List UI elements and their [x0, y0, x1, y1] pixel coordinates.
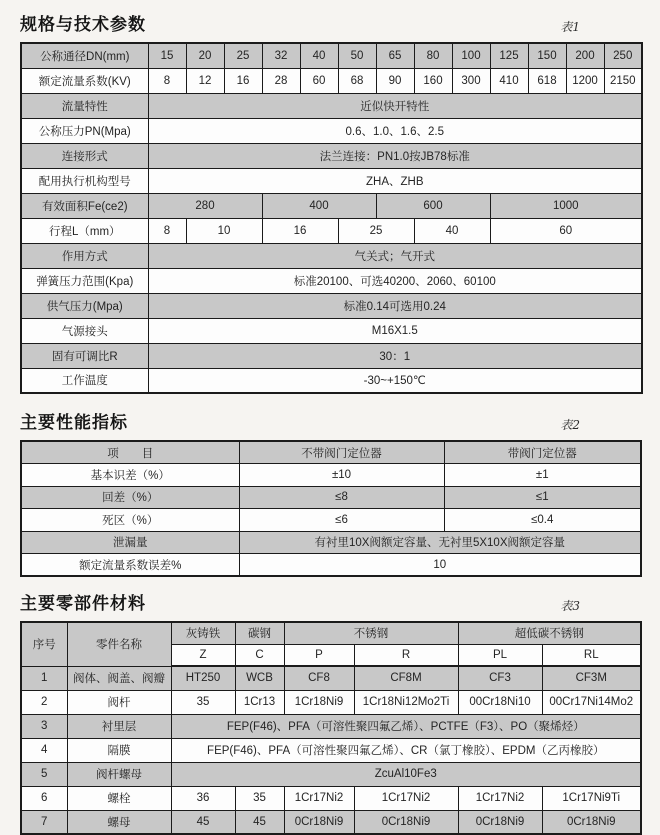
table-cell: 5 — [21, 762, 67, 786]
table-label-2: 表2 — [560, 418, 580, 432]
table-row — [21, 554, 641, 577]
table-cell: 80 — [414, 43, 452, 68]
table-row — [21, 622, 641, 644]
table-cell: 65 — [376, 43, 414, 68]
table-row — [21, 464, 641, 487]
table-cell: 2150 — [604, 68, 642, 93]
table-cell: 25 — [338, 218, 414, 243]
table-cell: 36 — [171, 786, 235, 810]
table-cell: 00Cr17Ni14Mo2 — [542, 690, 641, 714]
section-title-materials: 主要零部件材料 — [20, 594, 146, 613]
table-cell: 碳钢 — [235, 622, 284, 644]
section-title-specs: 规格与技术参数 — [20, 15, 146, 34]
table-cell: 16 — [262, 218, 338, 243]
table-cell: C — [235, 644, 284, 666]
table-cell: ZHA、ZHB — [148, 168, 642, 193]
table-row — [21, 118, 642, 143]
table-cell: 1Cr17Ni2 — [354, 786, 458, 810]
table-cell: 标准0.14可选用0.24 — [148, 293, 642, 318]
table-cell: 2 — [21, 690, 67, 714]
table-cell: 1 — [21, 666, 67, 690]
table-row — [21, 486, 641, 509]
table-cell: 0.6、1.0、1.6、2.5 — [148, 118, 642, 143]
table-cell: P — [284, 644, 354, 666]
table-cell: RL — [542, 644, 641, 666]
table-row — [21, 690, 641, 714]
table-cell: 隔膜 — [67, 738, 171, 762]
table-cell: 额定流量系数(KV) — [21, 68, 148, 93]
table-cell: 基本识差（%） — [21, 464, 239, 487]
table-row — [21, 268, 642, 293]
table-cell: 气关式；气开式 — [148, 243, 642, 268]
table-cell: Z — [171, 644, 235, 666]
table-cell: 160 — [414, 68, 452, 93]
table-cell: 0Cr18Ni9 — [284, 810, 354, 834]
table-cell: 45 — [171, 810, 235, 834]
table-cell: 0Cr18Ni9 — [458, 810, 542, 834]
table-cell: 公称通径DN(mm) — [21, 43, 148, 68]
table-cell: 60 — [300, 68, 338, 93]
table-row — [21, 193, 642, 218]
table-cell: 410 — [490, 68, 528, 93]
spacer — [20, 394, 640, 408]
table-cell: 35 — [171, 690, 235, 714]
table-cell: 近似快开特性 — [148, 93, 642, 118]
table-cell: 1200 — [566, 68, 604, 93]
table-cell: CF8 — [284, 666, 354, 690]
table-cell: 45 — [235, 810, 284, 834]
table-cell: PL — [458, 644, 542, 666]
table-cell: 超低碳不锈钢 — [458, 622, 641, 644]
table-cell: 衬里层 — [67, 714, 171, 738]
table-row — [21, 738, 641, 762]
table-cell: 0Cr18Ni9 — [542, 810, 641, 834]
table-row — [21, 218, 642, 243]
table-cell: 项 目 — [21, 441, 239, 464]
table-cell: 25 — [224, 43, 262, 68]
table-cell: CF3M — [542, 666, 641, 690]
table-cell: 螺栓 — [67, 786, 171, 810]
table-row — [21, 786, 641, 810]
table-cell: CF3 — [458, 666, 542, 690]
table-cell: 32 — [262, 43, 300, 68]
table-cell: 28 — [262, 68, 300, 93]
table-cell: ≤0.4 — [444, 509, 641, 532]
table-cell: 1Cr18Ni12Mo2Ti — [354, 690, 458, 714]
table-cell: 35 — [235, 786, 284, 810]
table-cell: ZcuAl10Fe3 — [171, 762, 641, 786]
table-cell: WCB — [235, 666, 284, 690]
table-cell: 8 — [148, 218, 186, 243]
table-cell: 1000 — [490, 193, 642, 218]
table-cell: 7 — [21, 810, 67, 834]
table-cell: 4 — [21, 738, 67, 762]
table-row — [21, 762, 641, 786]
section-head-performance — [20, 408, 640, 433]
table-row — [21, 810, 641, 834]
table-cell: ≤8 — [239, 486, 444, 509]
table-cell: 280 — [148, 193, 262, 218]
table-cell: 125 — [490, 43, 528, 68]
spec-table — [20, 42, 643, 394]
table-cell: 400 — [262, 193, 376, 218]
table-cell: 60 — [490, 218, 642, 243]
table-cell: ±1 — [444, 464, 641, 487]
table-cell: 不锈钢 — [284, 622, 458, 644]
table-cell: FEP(F46)、PFA（可溶性聚四氟乙烯）、CR（氯丁橡胶）、EPDM（乙丙橡胶） — [171, 738, 641, 762]
table-cell: ±10 — [239, 464, 444, 487]
table-cell: 阀体、阀盖、阀瓣 — [67, 666, 171, 690]
table-cell: 回差（%） — [21, 486, 239, 509]
table-cell: 配用执行机构型号 — [21, 168, 148, 193]
table-cell: 泄漏量 — [21, 531, 239, 554]
table-cell: 200 — [566, 43, 604, 68]
table-cell: 3 — [21, 714, 67, 738]
table-cell: HT250 — [171, 666, 235, 690]
table-cell: 法兰连接：PN1.0按JB78标准 — [148, 143, 642, 168]
section-title-performance: 主要性能指标 — [20, 413, 128, 432]
table-row — [21, 343, 642, 368]
table-cell: 1Cr18Ni9 — [284, 690, 354, 714]
table-row — [21, 368, 642, 393]
table-label-3: 表3 — [560, 599, 580, 613]
table-cell: 额定流量系数误差% — [21, 554, 239, 577]
table-cell: 0Cr18Ni9 — [354, 810, 458, 834]
table-cell: ≤6 — [239, 509, 444, 532]
table-cell: M16X1.5 — [148, 318, 642, 343]
table-cell: ≤1 — [444, 486, 641, 509]
table-cell: FEP(F46)、PFA（可溶性聚四氟乙烯）、PCTFE（F3）、PO（聚烯烃） — [171, 714, 641, 738]
table-cell: 不带阀门定位器 — [239, 441, 444, 464]
table-cell: 行程L（mm） — [21, 218, 148, 243]
table-label-1: 表1 — [560, 20, 580, 34]
table-cell: 40 — [300, 43, 338, 68]
table-cell: 1Cr17Ni9Ti — [542, 786, 641, 810]
table-row — [21, 243, 642, 268]
table-cell: 标准20100、可选40200、2060、60100 — [148, 268, 642, 293]
table-cell: 30：1 — [148, 343, 642, 368]
table-cell: 16 — [224, 68, 262, 93]
table-cell: 618 — [528, 68, 566, 93]
table-row — [21, 168, 642, 193]
table-cell: 死区（%） — [21, 509, 239, 532]
table-cell: 1Cr17Ni2 — [458, 786, 542, 810]
table-cell: 00Cr18Ni10 — [458, 690, 542, 714]
table-cell: 8 — [148, 68, 186, 93]
performance-table — [20, 440, 642, 577]
table-cell: 弹簧压力范围(Kpa) — [21, 268, 148, 293]
table-cell: 固有可调比R — [21, 343, 148, 368]
table-cell: 阀杆 — [67, 690, 171, 714]
table-row — [21, 293, 642, 318]
table-cell: 10 — [186, 218, 262, 243]
table-cell: 10 — [239, 554, 641, 577]
table-cell: 有衬里10X阀额定容量、无衬里5X10X阀额定容量 — [239, 531, 641, 554]
table-cell: 150 — [528, 43, 566, 68]
table-cell: -30~+150℃ — [148, 368, 642, 393]
table-cell: 流量特性 — [21, 93, 148, 118]
table-cell: CF8M — [354, 666, 458, 690]
table-cell: 1Cr13 — [235, 690, 284, 714]
table-cell: 工作温度 — [21, 368, 148, 393]
table-cell: 15 — [148, 43, 186, 68]
table-cell: 有效面积Fe(ce2) — [21, 193, 148, 218]
table-row — [21, 509, 641, 532]
table-cell: 零件名称 — [67, 622, 171, 666]
table-cell: 序号 — [21, 622, 67, 666]
table-row — [21, 143, 642, 168]
table-cell: 螺母 — [67, 810, 171, 834]
table-cell: 灰铸铁 — [171, 622, 235, 644]
table-cell: 68 — [338, 68, 376, 93]
table-cell: 90 — [376, 68, 414, 93]
table-cell: R — [354, 644, 458, 666]
table-cell: 600 — [376, 193, 490, 218]
table-row — [21, 531, 641, 554]
table-cell: 作用方式 — [21, 243, 148, 268]
table-row — [21, 68, 642, 93]
table-cell: 250 — [604, 43, 642, 68]
table-cell: 300 — [452, 68, 490, 93]
spacer — [20, 577, 640, 589]
table-row — [21, 441, 641, 464]
section-head-materials — [20, 589, 640, 614]
section-head-specs — [20, 10, 640, 35]
table-cell: 公称压力PN(Mpa) — [21, 118, 148, 143]
table-cell: 50 — [338, 43, 376, 68]
table-cell: 40 — [414, 218, 490, 243]
table-cell: 20 — [186, 43, 224, 68]
table-cell: 气源接头 — [21, 318, 148, 343]
materials-table — [20, 621, 642, 835]
table-cell: 带阀门定位器 — [444, 441, 641, 464]
table-row — [21, 666, 641, 690]
table-cell: 100 — [452, 43, 490, 68]
table-row — [21, 318, 642, 343]
table-cell: 连接形式 — [21, 143, 148, 168]
table-row — [21, 93, 642, 118]
table-cell: 6 — [21, 786, 67, 810]
table-cell: 供气压力(Mpa) — [21, 293, 148, 318]
table-cell: 12 — [186, 68, 224, 93]
table-cell: 阀杆螺母 — [67, 762, 171, 786]
table-row — [21, 714, 641, 738]
table-row — [21, 43, 642, 68]
table-cell: 1Cr17Ni2 — [284, 786, 354, 810]
